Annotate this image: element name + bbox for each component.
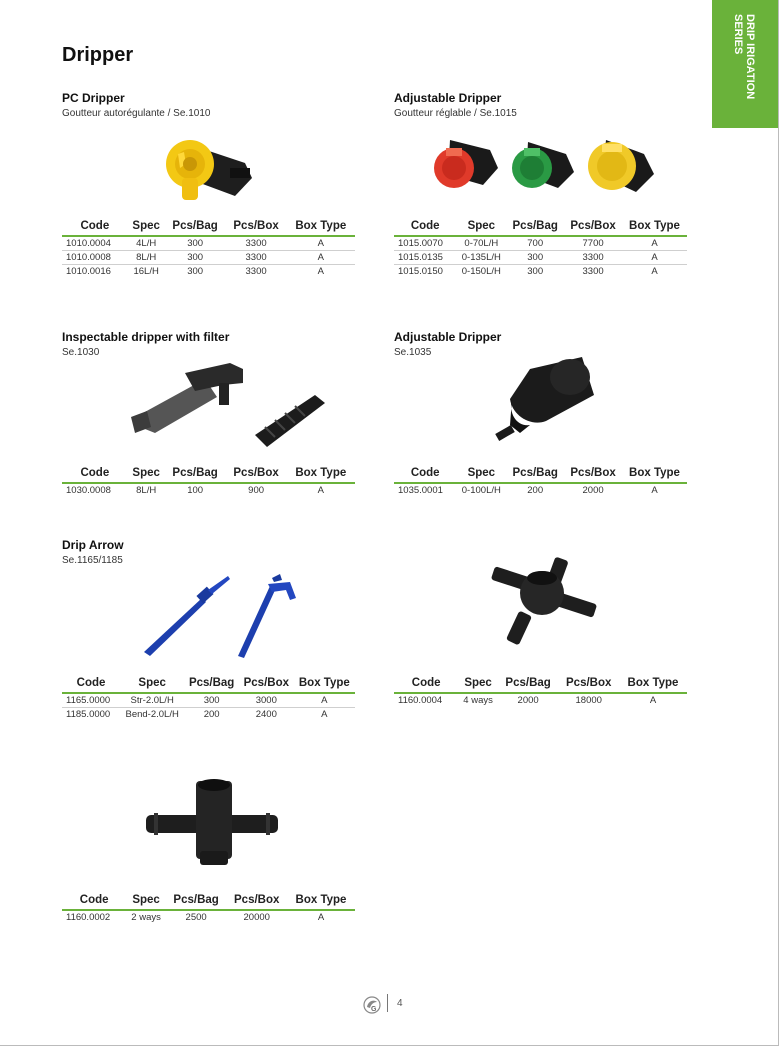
cell-box-type: A bbox=[651, 266, 658, 277]
four-ways-connector-image bbox=[490, 548, 600, 648]
section-title-drip-arrow: Drip Arrow bbox=[62, 538, 124, 552]
cell-code: 1185.0000 bbox=[66, 709, 111, 720]
cell-pcs-bag: 200 bbox=[203, 709, 220, 720]
cell-pcs-bag: 300 bbox=[165, 236, 226, 251]
cell-pcs-box: 3300 bbox=[226, 236, 287, 251]
table-row bbox=[62, 693, 355, 708]
cell-code: 1010.0016 bbox=[66, 266, 111, 277]
cell-spec: 0-70L/H bbox=[456, 236, 506, 251]
col-header-pcs-bag: Pcs/Bag bbox=[165, 216, 226, 236]
cell-box-type: A bbox=[287, 251, 355, 265]
col-header-box-type: Box Type bbox=[287, 890, 355, 910]
two-ways-connector-image bbox=[142, 775, 282, 870]
table-row bbox=[62, 910, 355, 924]
cell-box-type: A bbox=[649, 695, 657, 706]
cell-spec: 0-135L/H bbox=[456, 251, 506, 265]
cell-pcs-box: 3300 bbox=[245, 266, 267, 277]
col-header-box-type: Box Type bbox=[622, 463, 687, 483]
section-subtitle-adjustable-1015: Goutteur réglable / Se.1015 bbox=[394, 108, 517, 119]
footer-separator bbox=[387, 994, 388, 1012]
cell-code: 1015.0135 bbox=[394, 251, 456, 265]
col-header-box-type: Box Type bbox=[287, 463, 355, 483]
cell-pcs-bag: 2000 bbox=[517, 695, 539, 706]
col-header-pcs-bag: Pcs/Bag bbox=[184, 673, 239, 693]
cell-pcs-box: 7700 bbox=[564, 236, 622, 251]
page-title: Dripper bbox=[62, 44, 134, 66]
cell-code: 1015.0150 bbox=[398, 266, 443, 277]
section-title-adjustable-1035: Adjustable Dripper bbox=[394, 330, 502, 344]
company-logo-icon bbox=[362, 996, 382, 1014]
col-header-pcs-box: Pcs/Box bbox=[564, 216, 622, 236]
cell-box-type: A bbox=[321, 709, 328, 720]
cell-spec: 0-100L/H bbox=[461, 485, 501, 496]
cell-box-type: A bbox=[317, 912, 325, 923]
cell-code: 1015.0070 bbox=[394, 236, 456, 251]
spec-table-pc-dripper bbox=[62, 216, 355, 278]
cell-spec: 4L/H bbox=[128, 236, 165, 251]
cell-box-type: A bbox=[317, 266, 324, 277]
cell-code: 1010.0008 bbox=[62, 251, 128, 265]
cell-spec: 8L/H bbox=[136, 485, 157, 496]
col-header-pcs-bag: Pcs/Bag bbox=[506, 463, 564, 483]
cell-pcs-bag: 300 bbox=[527, 266, 544, 277]
cell-code: 1030.0008 bbox=[66, 485, 111, 496]
table-row bbox=[394, 251, 687, 265]
cell-spec: 8L/H bbox=[128, 251, 165, 265]
cell-pcs-bag: 300 bbox=[184, 693, 239, 708]
adjustable-dripper-1035-image bbox=[490, 355, 600, 447]
spec-table-drip-arrow bbox=[62, 673, 355, 721]
col-header-code: Code bbox=[394, 216, 456, 236]
cell-spec: 4 ways bbox=[463, 695, 493, 706]
page-number: 4 bbox=[397, 998, 403, 1009]
col-header-pcs-box: Pcs/Box bbox=[226, 216, 287, 236]
spec-table-adjustable-1035 bbox=[394, 463, 687, 497]
section-title-inspectable: Inspectable dripper with filter bbox=[62, 330, 230, 344]
cell-spec: 16L/H bbox=[133, 266, 159, 277]
cell-pcs-box: 3000 bbox=[239, 693, 294, 708]
cell-pcs-bag: 2500 bbox=[185, 912, 207, 923]
cell-pcs-box: 20000 bbox=[243, 912, 270, 923]
col-header-spec: Spec bbox=[128, 463, 165, 483]
cell-code: 1165.0000 bbox=[62, 693, 120, 708]
col-header-code: Code bbox=[62, 216, 128, 236]
svg-text:G: G bbox=[371, 1006, 377, 1013]
col-header-pcs-box: Pcs/Box bbox=[226, 463, 287, 483]
cell-spec: 2 ways bbox=[131, 912, 161, 923]
cell-box-type: A bbox=[287, 236, 355, 251]
col-header-box-type: Box Type bbox=[294, 673, 355, 693]
col-header-pcs-bag: Pcs/Bag bbox=[166, 890, 227, 910]
cell-box-type: A bbox=[294, 693, 355, 708]
cell-pcs-box: 18000 bbox=[575, 695, 602, 706]
cell-spec: 0-150L/H bbox=[461, 266, 501, 277]
section-subtitle-drip-arrow: Se.1165/1185 bbox=[62, 555, 123, 566]
series-tab bbox=[712, 0, 778, 128]
cell-pcs-box: 3300 bbox=[564, 251, 622, 265]
table-row bbox=[394, 483, 687, 497]
section-subtitle-inspectable: Se.1030 bbox=[62, 347, 100, 358]
col-header-pcs-bag: Pcs/Bag bbox=[506, 216, 564, 236]
col-header-box-type: Box Type bbox=[622, 216, 687, 236]
table-row bbox=[394, 693, 687, 707]
col-header-pcs-box: Pcs/Box bbox=[226, 890, 287, 910]
col-header-spec: Spec bbox=[120, 673, 184, 693]
cell-box-type: A bbox=[622, 251, 687, 265]
section-title-adjustable-1015: Adjustable Dripper bbox=[394, 91, 502, 105]
cell-code: 1010.0004 bbox=[62, 236, 128, 251]
col-header-box-type: Box Type bbox=[287, 216, 355, 236]
col-header-pcs-bag: Pcs/Bag bbox=[165, 463, 226, 483]
cell-pcs-box: 3300 bbox=[226, 251, 287, 265]
table-row bbox=[62, 236, 355, 251]
col-header-code: Code bbox=[62, 890, 126, 910]
cell-pcs-box: 2400 bbox=[255, 709, 277, 720]
table-row bbox=[62, 483, 355, 497]
cell-pcs-bag: 200 bbox=[527, 485, 544, 496]
cell-box-type: A bbox=[622, 236, 687, 251]
cell-pcs-bag: 300 bbox=[165, 251, 226, 265]
col-header-code: Code bbox=[62, 463, 128, 483]
table-row bbox=[62, 251, 355, 265]
cell-box-type: A bbox=[317, 485, 324, 496]
col-header-spec: Spec bbox=[456, 463, 506, 483]
spec-table-adjustable-1015 bbox=[394, 216, 687, 278]
inspectable-dripper-image bbox=[125, 355, 330, 455]
col-header-code: Code bbox=[62, 673, 120, 693]
cell-code: 1160.0002 bbox=[66, 912, 111, 923]
cell-pcs-box: 2000 bbox=[582, 485, 604, 496]
col-header-pcs-box: Pcs/Box bbox=[558, 673, 619, 693]
col-header-box-type: Box Type bbox=[619, 673, 687, 693]
col-header-pcs-bag: Pcs/Bag bbox=[498, 673, 559, 693]
pc-dripper-image bbox=[160, 128, 255, 208]
cell-pcs-box: 900 bbox=[248, 485, 265, 496]
adjustable-dripper-1015-image bbox=[428, 130, 663, 202]
cell-pcs-bag: 100 bbox=[187, 485, 204, 496]
section-title-pc-dripper: PC Dripper bbox=[62, 91, 125, 105]
cell-pcs-box: 3300 bbox=[582, 266, 604, 277]
col-header-spec: Spec bbox=[456, 216, 506, 236]
col-header-spec: Spec bbox=[128, 216, 165, 236]
section-subtitle-pc-dripper: Goutteur autorégulante / Se.1010 bbox=[62, 108, 211, 119]
spec-table-inspectable bbox=[62, 463, 355, 497]
col-header-pcs-box: Pcs/Box bbox=[239, 673, 294, 693]
col-header-spec: Spec bbox=[126, 890, 165, 910]
table-row bbox=[62, 708, 355, 722]
section-subtitle-adjustable-1035: Se.1035 bbox=[394, 347, 432, 358]
col-header-code: Code bbox=[394, 673, 458, 693]
col-header-code: Code bbox=[394, 463, 456, 483]
cell-spec: Bend-2.0L/H bbox=[125, 709, 179, 720]
cell-pcs-bag: 300 bbox=[187, 266, 204, 277]
series-tab-label: DRIP IRIGATION SERIES bbox=[732, 14, 756, 100]
drip-arrow-image bbox=[140, 572, 315, 662]
col-header-pcs-box: Pcs/Box bbox=[564, 463, 622, 483]
cell-spec: Str-2.0L/H bbox=[120, 693, 184, 708]
cell-box-type: A bbox=[651, 485, 658, 496]
table-row bbox=[394, 236, 687, 251]
table-row bbox=[62, 265, 355, 279]
spec-table-four-ways bbox=[394, 673, 687, 707]
table-row bbox=[394, 265, 687, 279]
cell-code: 1160.0004 bbox=[398, 695, 443, 706]
spec-table-two-ways bbox=[62, 890, 355, 924]
cell-pcs-bag: 300 bbox=[506, 251, 564, 265]
col-header-spec: Spec bbox=[458, 673, 497, 693]
cell-pcs-bag: 700 bbox=[506, 236, 564, 251]
cell-code: 1035.0001 bbox=[398, 485, 443, 496]
